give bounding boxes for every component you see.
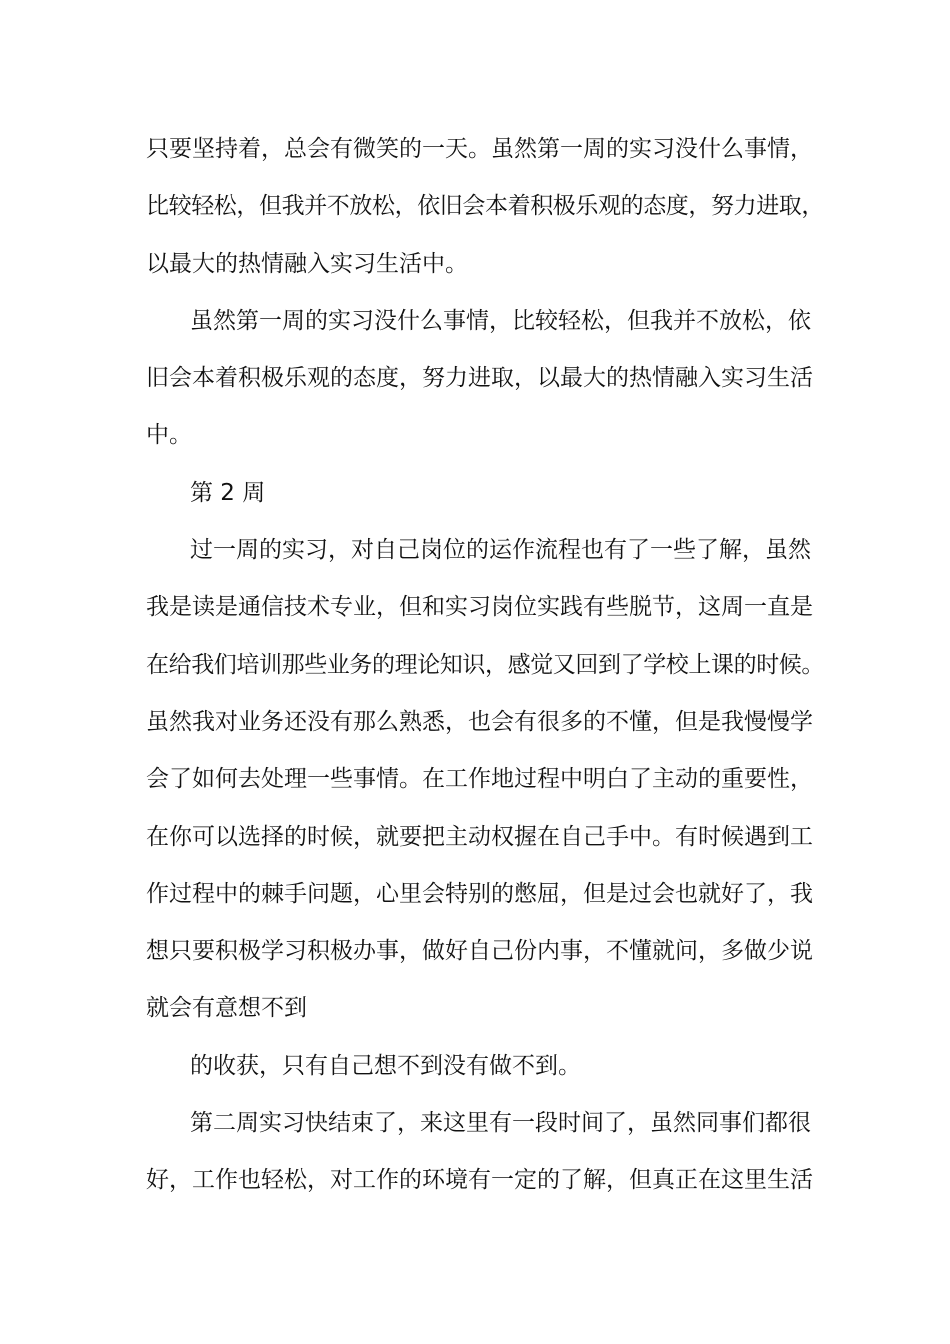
- text-line: 虽然我对业务还没有那么熟悉，也会有很多的不懂，但是我慢慢学: [146, 708, 813, 735]
- text-line: 的收获，只有自己想不到没有做不到。: [190, 1052, 581, 1079]
- text-line: 会了如何去处理一些事情。在工作地过程中明白了主动的重要性，: [146, 766, 813, 793]
- text-line: 以最大的热情融入实习生活中。: [146, 250, 468, 277]
- text-line: 过一周的实习，对自己岗位的运作流程也有了一些了解，虽然: [190, 537, 811, 564]
- text-line: 我是读是通信技术专业，但和实习岗位实践有些脱节，这周一直是: [146, 594, 813, 621]
- document-body: [146, 121, 826, 1210]
- text-line: 旧会本着积极乐观的态度，努力进取，以最大的热情融入实习生活: [146, 365, 813, 392]
- text-line: 第二周实习快结束了，来这里有一段时间了，虽然同事们都很: [190, 1110, 811, 1137]
- section-heading: 第 2 周: [190, 479, 266, 506]
- text-line: 虽然第一周的实习没什么事情，比较轻松，但我并不放松，依: [190, 307, 811, 334]
- text-line: 想只要积极学习积极办事，做好自己份内事，不懂就问，多做少说: [146, 938, 813, 965]
- text-line: 就会有意想不到: [146, 995, 307, 1022]
- text-line: 中。: [146, 422, 192, 449]
- text-line: 在给我们培训那些业务的理论知识，感觉又回到了学校上课的时候。: [146, 651, 825, 678]
- text-line: 只要坚持着，总会有微笑的一天。虽然第一周的实习没什么事情，: [146, 136, 813, 162]
- text-line: 在你可以选择的时候，就要把主动权握在自己手中。有时候遇到工: [146, 823, 813, 850]
- text-line: 好，工作也轻松，对工作的环境有一定的了解，但真正在这里生活: [146, 1167, 813, 1194]
- text-line: 比较轻松，但我并不放松，依旧会本着积极乐观的态度，努力进取，: [146, 193, 825, 220]
- text-line: 作过程中的棘手问题，心里会特别的憋屈，但是过会也就好了，我: [146, 880, 813, 907]
